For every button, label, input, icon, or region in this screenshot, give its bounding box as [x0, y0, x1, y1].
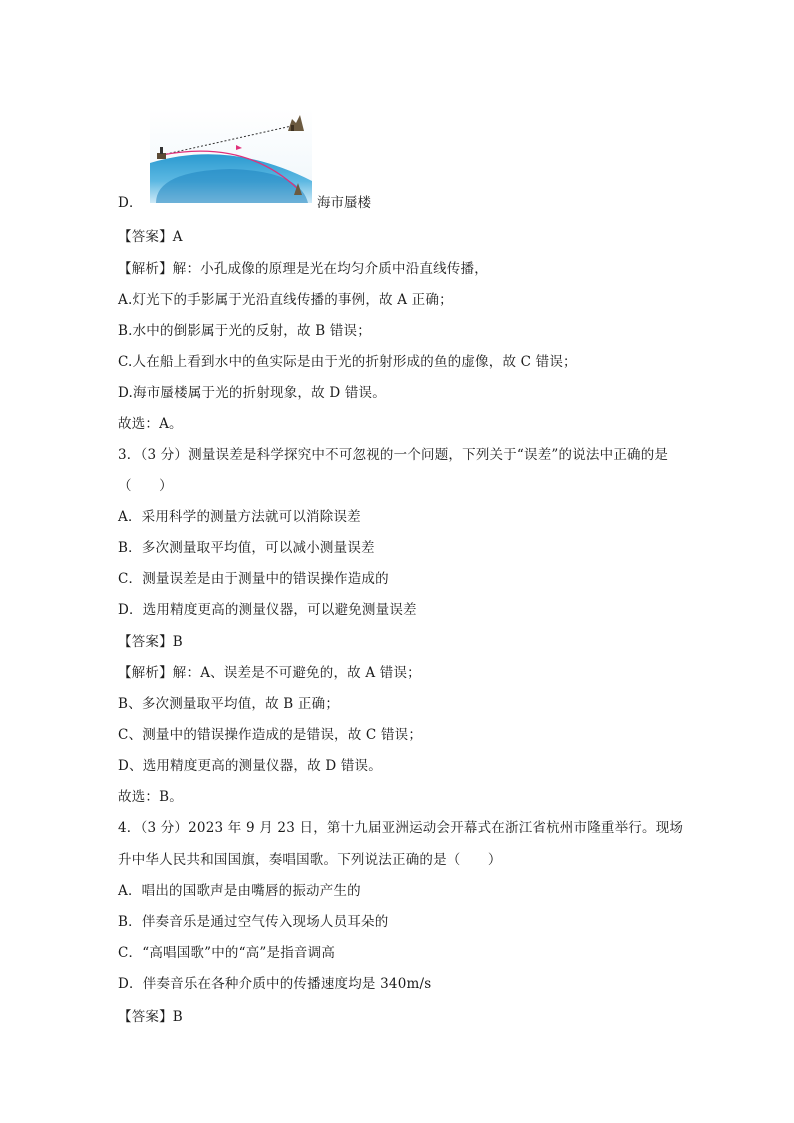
mirage-illustration	[150, 109, 312, 203]
q3-stem: 3．（3 分）测量误差是科学探究中不可忽视的一个问题，下列关于“误差”的说法中正确的是	[118, 447, 669, 463]
q3-analysis-line: 【解析】解：A、误差是不可避免的，故 A 错误；	[118, 665, 421, 681]
q2-analysis-line: 【解析】解：小孔成像的原理是光在均匀介质中沿直线传播，	[118, 261, 488, 277]
q3-option-a: A．采用科学的测量方法就可以消除误差	[118, 509, 361, 525]
option-d-prefix: D．	[118, 195, 143, 211]
q2-analysis-line: B.水中的倒影属于光的反射，故 B 错误；	[118, 323, 371, 339]
q3-answer: 【答案】B	[118, 634, 183, 650]
q4-option-b: B．伴奏音乐是通过空气传入现场人员耳朵的	[118, 914, 389, 930]
q2-analysis-line: D.海市蜃楼属于光的折射现象，故 D 错误。	[118, 385, 386, 401]
q4-stem-continued: 升中华人民共和国国旗，奏唱国歌。下列说法正确的是（ ）	[118, 852, 502, 868]
q4-stem: 4．（3 分）2023 年 9 月 23 日，第十九届亚洲运动会开幕式在浙江省杭州市隆重举行。现场	[118, 820, 684, 836]
q3-analysis-line: C、测量中的错误操作造成的是错误，故 C 错误；	[118, 727, 423, 743]
mirage-figure	[150, 109, 312, 203]
option-d-caption: 海市蜃楼	[317, 195, 371, 211]
q3-analysis-line: D、选用精度更高的测量仪器，故 D 错误。	[118, 758, 382, 774]
q2-analysis-line: A.灯光下的手影属于光沿直线传播的事例，故 A 正确；	[118, 292, 453, 308]
q4-answer: 【答案】B	[118, 1009, 183, 1025]
q3-option-c: C．测量误差是由于测量中的错误操作造成的	[118, 571, 389, 587]
q3-stem-bracket: （ ）	[118, 478, 173, 494]
q3-option-b: B．多次测量取平均值，可以减小测量误差	[118, 540, 375, 556]
q4-option-c: C．“高唱国歌”中的“高”是指音调高	[118, 945, 336, 961]
q2-answer: 【答案】A	[118, 229, 183, 245]
q2-analysis-line: C.人在船上看到水中的鱼实际是由于光的折射形成的鱼的虚像，故 C 错误；	[118, 354, 577, 370]
q4-option-d: D．伴奏音乐在各种介质中的传播速度均是 340m/s	[118, 976, 432, 992]
q2-conclusion: 故选：A。	[118, 416, 183, 432]
q3-conclusion: 故选：B。	[118, 789, 183, 805]
q4-option-a: A．唱出的国歌声是由嘴唇的振动产生的	[118, 883, 361, 899]
q3-option-d: D．选用精度更高的测量仪器，可以避免测量误差	[118, 602, 417, 618]
q3-analysis-line: B、多次测量取平均值，故 B 正确；	[118, 696, 340, 712]
